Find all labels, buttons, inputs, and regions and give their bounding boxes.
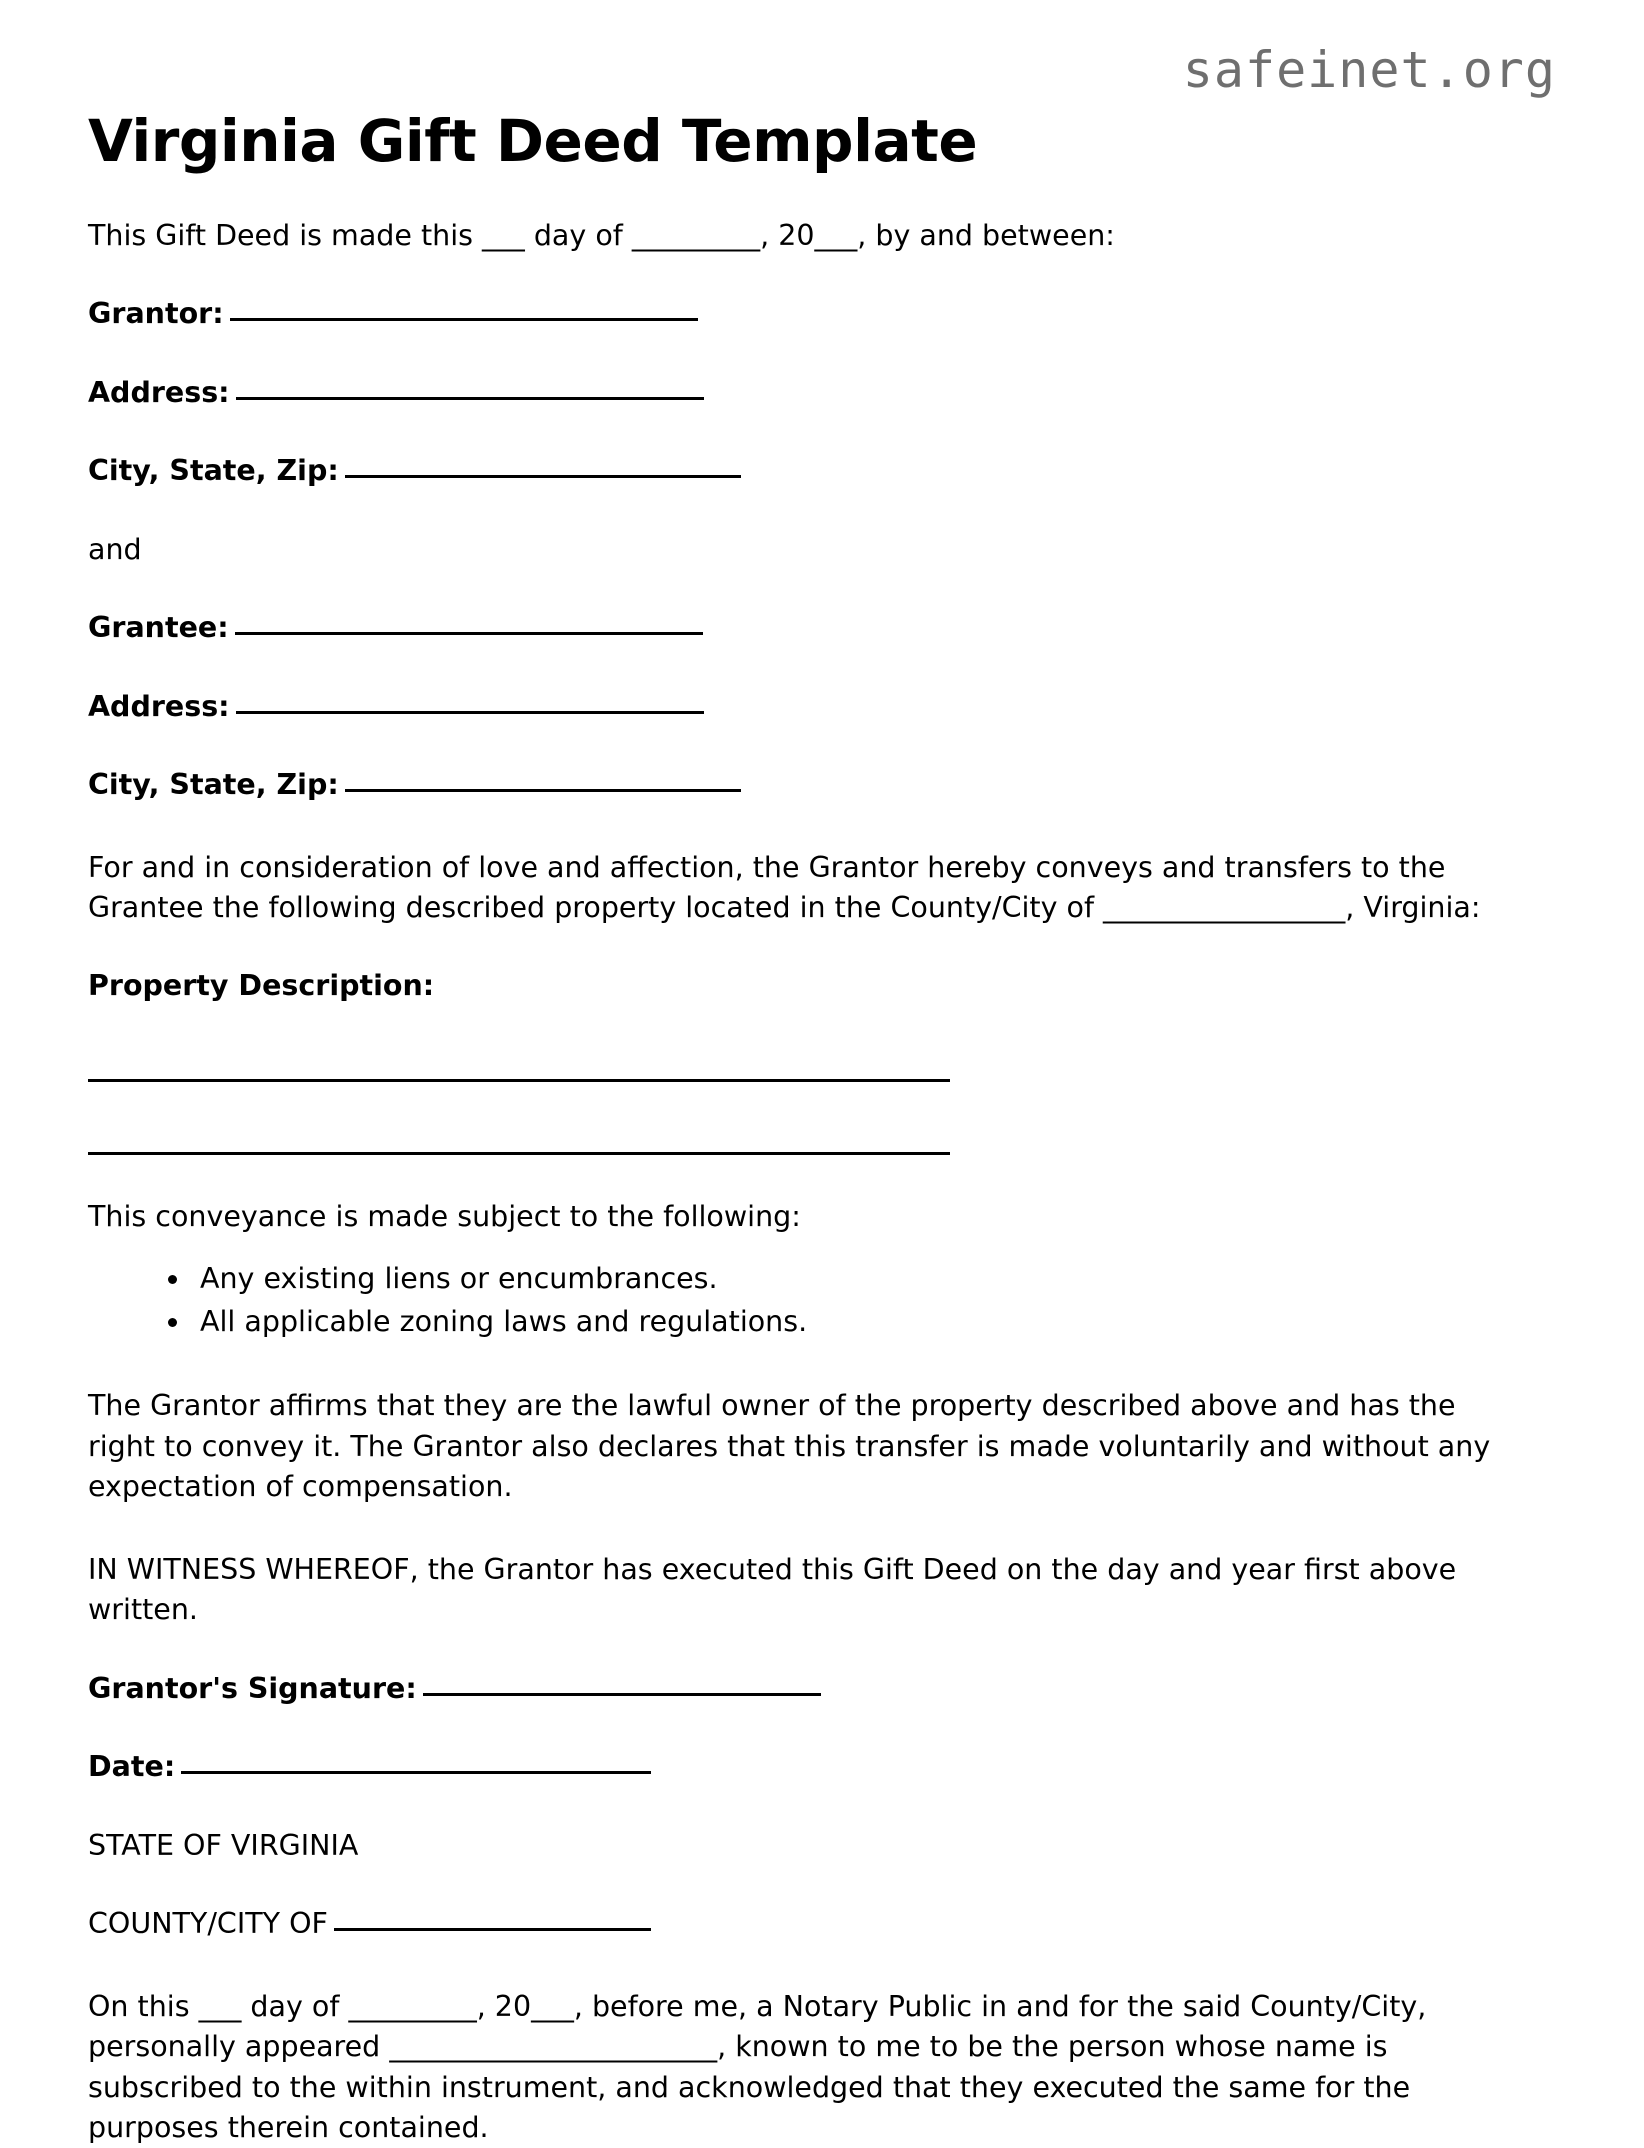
grantor-city-state-zip-rule[interactable] <box>345 475 741 478</box>
witness-clause-paragraph: IN WITNESS WHEREOF, the Grantor has executed this Gift Deed on the day and year first above written. <box>88 1552 1457 1627</box>
property-blank-line-1-wrap <box>88 1007 1556 1082</box>
county-city-label: COUNTY/CITY OF <box>88 1907 328 1941</box>
grantee-address-field <box>88 649 1556 727</box>
grantor-signature-rule[interactable] <box>423 1693 821 1696</box>
date-field <box>88 1709 1556 1787</box>
property-description-label: Property Description: <box>88 969 435 1003</box>
grantee-city-state-zip-rule[interactable] <box>345 789 741 792</box>
state-of-virginia-line: STATE OF VIRGINIA <box>88 1828 359 1862</box>
property-blank-line-2-wrap <box>88 1082 1556 1155</box>
grantor-address-field <box>88 335 1556 413</box>
affirmation-paragraph: The Grantor affirms that they are the lawful owner of the property described above and has the right to convey it. The Grantor also declares that this transfer is made voluntarily and without any expectation of compensation. <box>88 1389 1491 1504</box>
grantor-name-field <box>88 256 1556 334</box>
grantee-name-field <box>88 570 1556 648</box>
grantee-name-label: Grantee: <box>88 611 229 645</box>
grantor-signature-label: Grantor's Signature: <box>88 1671 417 1705</box>
conditions-list <box>88 1237 1556 1342</box>
grantor-name-rule[interactable] <box>230 318 698 321</box>
notary-block-paragraph: On this ___ day of _________, 20___, before me, a Notary Public in and for the said County/City, personally appeared _______________________, known to me to be the person whose name is subscribed to the within instrument, and acknowledged that they executed the same for the purposes therein contained. <box>88 1989 1427 2144</box>
grantor-signature-field <box>88 1631 1556 1709</box>
date-label: Date: <box>88 1750 176 1784</box>
grantee-name-rule[interactable] <box>235 632 703 635</box>
grantee-address-rule[interactable] <box>236 711 704 714</box>
conjunction-and: and <box>88 532 142 566</box>
consideration-paragraph: For and in consideration of love and affection, the Grantor hereby conveys and transfers to the Grantee the following described property located in the County/City of _________________, Virginia: <box>88 850 1481 925</box>
grantor-city-state-zip-label: City, State, Zip: <box>88 454 339 488</box>
intro-paragraph: This Gift Deed is made this ___ day of _________, 20___, by and between: <box>88 218 1115 252</box>
grantee-address-label: Address: <box>88 689 230 723</box>
list-item: • All applicable zoning laws and regulations. <box>192 1302 1556 1342</box>
conveyance-intro-paragraph: This conveyance is made subject to the following: <box>88 1199 801 1233</box>
grantor-name-label: Grantor: <box>88 297 224 331</box>
county-city-line <box>88 1866 1556 1944</box>
date-rule[interactable] <box>181 1771 651 1774</box>
site-watermark: safeinet.org <box>1182 41 1556 99</box>
county-city-rule[interactable] <box>334 1928 651 1931</box>
grantee-city-state-zip-field <box>88 727 1556 805</box>
property-description-heading <box>88 928 1556 1006</box>
grantor-address-rule[interactable] <box>236 397 704 400</box>
page-title: Virginia Gift Deed Template <box>88 107 978 175</box>
list-item: • Any existing liens or encumbrances. <box>192 1259 1556 1299</box>
grantee-city-state-zip-label: City, State, Zip: <box>88 768 339 802</box>
grantor-city-state-zip-field <box>88 413 1556 491</box>
grantor-address-label: Address: <box>88 375 230 409</box>
